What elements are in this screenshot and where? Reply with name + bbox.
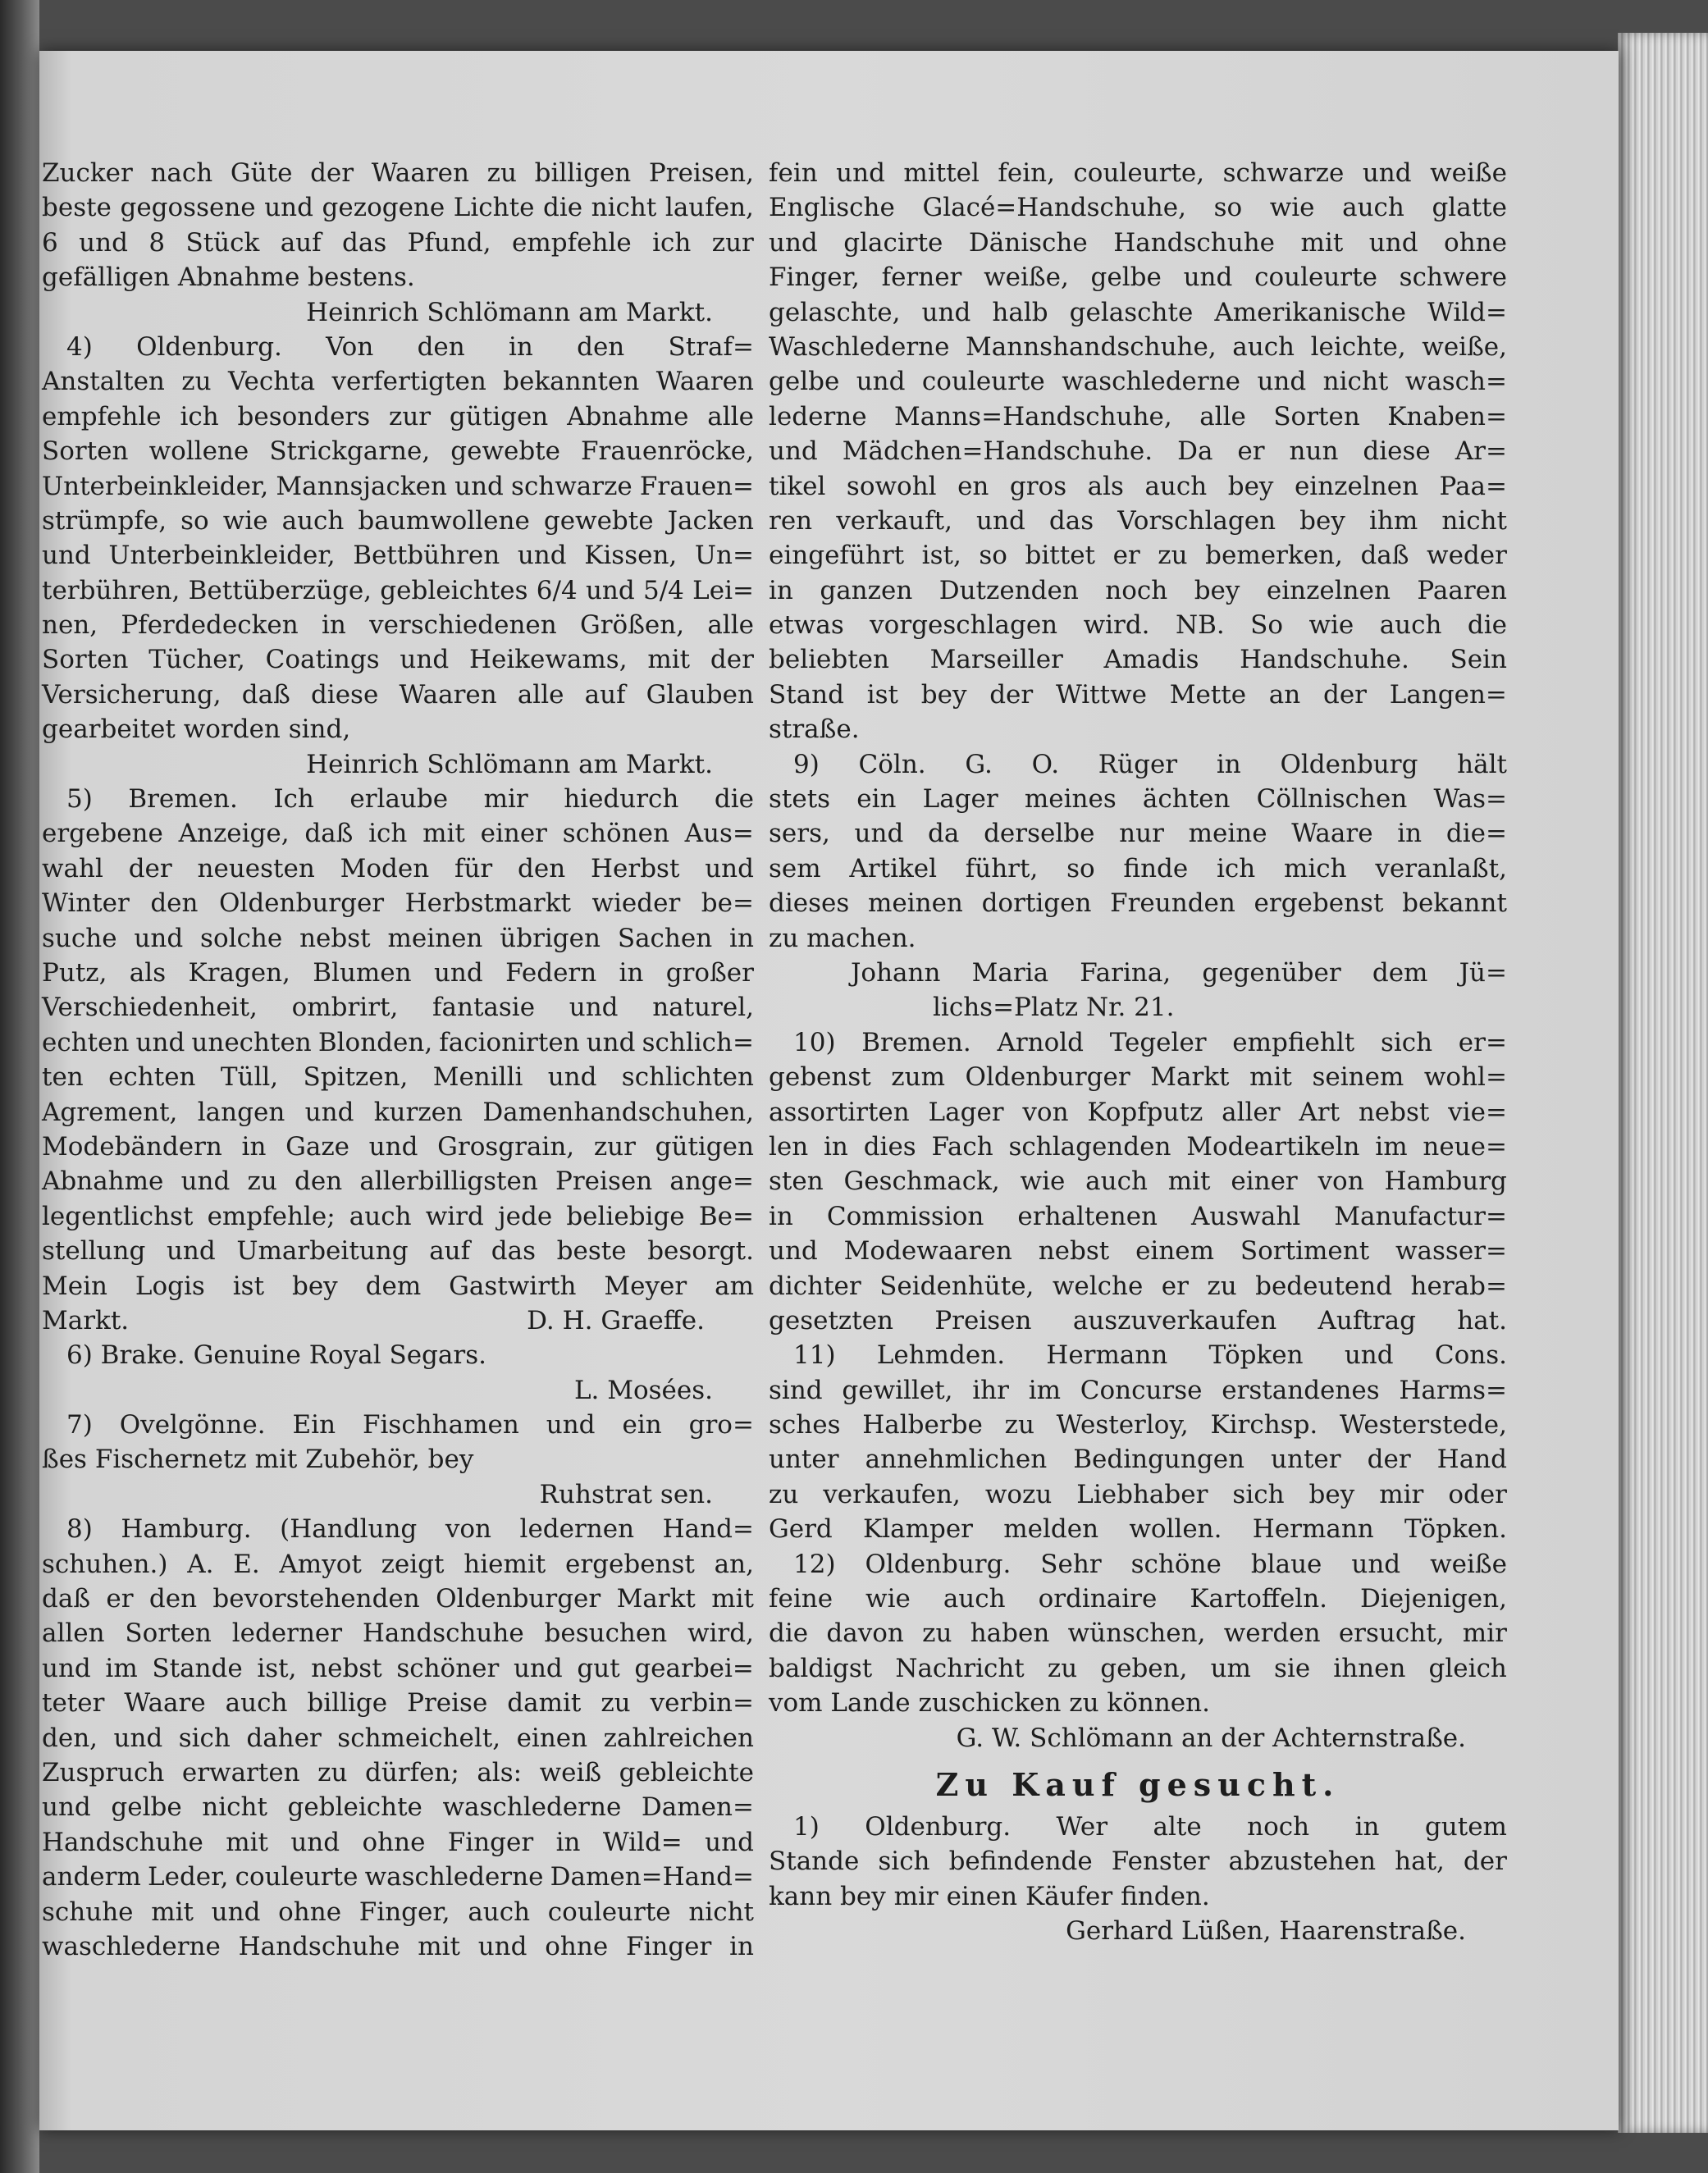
right-column (769, 156, 1507, 1949)
text-line: Zuspruch erwarten zu dürfen; als: weiß gebleichte (42, 1757, 754, 1787)
left-column (42, 156, 754, 1964)
text-line: 11) Lehmden. Hermann Töpken und Cons. (793, 1340, 1507, 1371)
text-line: sches Halberbe zu Westerloy, Kirchsp. Westerstede, (769, 1410, 1507, 1440)
text-line: Modebändern in Gaze und Grosgrain, zur gütigen (42, 1131, 754, 1162)
text-line: legentlichst empfehle; auch wird jede beliebige Be= (42, 1201, 754, 1231)
text-line: vom Lande zuschicken zu können. (769, 1688, 1210, 1719)
text-line: Abnahme und zu den allerbilligsten Preisen ange= (42, 1166, 754, 1197)
text-line: suche und solche nebst meinen übrigen Sachen in (42, 923, 754, 953)
text-line: stellung und Umarbeitung auf das beste besorgt. (42, 1236, 754, 1267)
text-line: 10) Bremen. Arnold Tegeler empfiehlt sich er= (793, 1027, 1507, 1057)
newspaper-page (39, 51, 1619, 2130)
text-line: gesetzten Preisen auszuverkaufen Auftrag hat. (769, 1305, 1507, 1335)
text-line: fein und mittel fein, couleurte, schwarze und weiße (769, 158, 1507, 188)
text-line: waschlederne Handschuhe mit und ohne Finger in (42, 1931, 754, 1961)
text-line: gefälligen Abnahme bestens. (42, 262, 415, 293)
section-heading: Zu Kauf gesucht. (935, 1765, 1340, 1803)
text-line: straße. (769, 714, 860, 745)
text-line: Winter den Oldenburger Herbstmarkt wieder be= (42, 888, 754, 919)
text-line: sers, und da derselbe nur meine Waare in die= (769, 819, 1507, 849)
text-line: gelbe und couleurte waschlederne und nicht wasch= (769, 367, 1507, 397)
text-line: echten und unechten Blonden, facionirten und schlich= (42, 1027, 754, 1057)
text-line: 7) Ovelgönne. Ein Fischhamen und ein gro= (66, 1410, 754, 1440)
signature-line: Ruhstrat sen. (539, 1479, 713, 1509)
text-line: etwas vorgeschlagen wird. NB. So wie auch die (769, 610, 1507, 641)
text-line: und Modewaaren nebst einem Sortiment wasser= (769, 1236, 1507, 1267)
text-line: sten Geschmack, wie auch mit einer von Hamburg (769, 1166, 1507, 1197)
text-line: Englische Glacé=Handschuhe, so wie auch glatte (769, 193, 1507, 223)
text-line: stets ein Lager meines ächten Cöllnischen Was= (769, 784, 1507, 815)
text-line: 1) Oldenburg. Wer alte noch in gutem (793, 1811, 1507, 1842)
text-line: 8) Hamburg. (Handlung von ledernen Hand= (66, 1514, 754, 1545)
text-line: wahl der neuesten Moden für den Herbst und (42, 853, 754, 883)
text-line: Agrement, langen und kurzen Damenhandschuhen, (42, 1097, 754, 1127)
text-line: schuhen.) A. E. Amyot zeigt hiemit ergebenst an, (42, 1549, 754, 1579)
text-line: Putz, als Kragen, Blumen und Federn in großer (42, 957, 754, 988)
text-line: 9) Cöln. G. O. Rüger in Oldenburg hält (793, 749, 1507, 779)
signature-line: Gerhard Lüßen, Haarenstraße. (1066, 1916, 1466, 1947)
signature-line: G. W. Schlömann an der Achternstraße. (956, 1723, 1466, 1753)
text-line: sind gewillet, ihr im Concurse erstandenes Harms= (769, 1375, 1507, 1405)
signature-line: L. Mosées. (573, 1375, 713, 1405)
text-line: ergebene Anzeige, daß ich mit einer schönen Aus= (42, 819, 754, 849)
text-line: Markt. D. H. Graeffe. (42, 1305, 705, 1335)
text-line: feine wie auch ordinaire Kartoffeln. Diejenigen, (769, 1584, 1507, 1614)
text-line: Waschlederne Mannshandschuhe, auch leichte, weiße, (769, 331, 1507, 362)
text-line: 6) Brake. Genuine Royal Segars. (66, 1340, 486, 1371)
text-line: baldigst Nachricht zu geben, um sie ihnen gleich (769, 1653, 1507, 1683)
text-line: assortirten Lager von Kopfputz aller Art nebst vie= (769, 1097, 1507, 1127)
text-line: zu verkaufen, wozu Liebhaber sich bey mir oder (769, 1479, 1507, 1509)
text-line: Stande sich befindende Fenster abzustehen hat, der (769, 1847, 1507, 1877)
text-line: lederne Manns=Handschuhe, alle Sorten Knaben= (769, 401, 1507, 431)
text-line: Finger, ferner weiße, gelbe und couleurte schwere (769, 262, 1507, 293)
text-line: Gerd Klamper melden wollen. Hermann Töpken. (769, 1514, 1507, 1545)
text-line: und gelbe nicht gebleichte waschlederne Damen= (42, 1792, 754, 1823)
text-line: Sorten Tücher, Coatings und Heikewams, mit der (42, 645, 754, 675)
text-line: Unterbeinkleider, Mannsjacken und schwarze Frauen= (42, 471, 754, 501)
text-line: und im Stande ist, nebst schöner und gut gearbei= (42, 1653, 754, 1683)
text-line: 6 und 8 Stück auf das Pfund, empfehle ich zur (42, 227, 754, 258)
signature-line: Heinrich Schlömann am Markt. (306, 297, 713, 327)
text-line: empfehle ich besonders zur gütigen Abnahme alle (42, 401, 754, 431)
text-line: und Mädchen=Handschuhe. Da er nun diese Ar= (769, 436, 1507, 467)
signature-line: Heinrich Schlömann am Markt. (306, 749, 713, 779)
text-line: lichs=Platz Nr. 21. (933, 993, 1175, 1023)
text-line: Verschiedenheit, ombrirt, fantasie und naturel, (42, 993, 754, 1023)
text-line: ren verkauft, und das Vorschlagen bey ihm nicht (769, 505, 1507, 536)
text-line: sem Artikel führt, so finde ich mich veranlaßt, (769, 853, 1507, 883)
text-line: gelaschte, und halb gelaschte Amerikanische Wild= (769, 297, 1507, 327)
text-line: und Unterbeinkleider, Bettbühren und Kissen, Un= (42, 541, 754, 571)
text-line: dieses meinen dortigen Freunden ergebenst bekannt (769, 888, 1507, 919)
text-line: beste gegossene und gezogene Lichte die nicht laufen, (42, 193, 754, 223)
text-line: Mein Logis ist bey dem Gastwirth Meyer am (42, 1271, 754, 1301)
text-line: und glacirte Dänische Handschuhe mit und ohne (769, 227, 1507, 258)
text-line: in ganzen Dutzenden noch bey einzelnen Paaren (769, 575, 1507, 605)
text-line: Versicherung, daß diese Waaren alle auf Glauben (42, 679, 754, 710)
text-line: den, und sich daher schmeichelt, einen zahlreichen (42, 1723, 754, 1753)
text-line: Anstalten zu Vechta verfertigten bekannten Waaren (42, 367, 754, 397)
text-line: Sorten wollene Strickgarne, gewebte Frauenröcke, (42, 436, 754, 467)
text-line: gearbeitet worden sind, (42, 714, 351, 745)
text-line: zu machen. (769, 923, 916, 953)
text-line: anderm Leder, couleurte waschlederne Damen=Hand= (42, 1862, 754, 1892)
text-line: daß er den bevorstehenden Oldenburger Markt mit (42, 1584, 754, 1614)
text-line: terbühren, Bettüberzüge, gebleichtes 6/4 und 5/4 Lei= (42, 575, 754, 605)
text-line: allen Sorten lederner Handschuhe besuchen wird, (42, 1618, 754, 1649)
text-line: 4) Oldenburg. Von den in den Straf= (66, 331, 754, 362)
text-line: in Commission erhaltenen Auswahl Manufactur= (769, 1201, 1507, 1231)
text-line: nen, Pferdedecken in verschiedenen Größen, alle (42, 610, 754, 641)
text-line: Handschuhe mit und ohne Finger in Wild= und (42, 1827, 754, 1857)
text-line: dichter Seidenhüte, welche er zu bedeutend herab= (769, 1271, 1507, 1301)
text-line: 5) Bremen. Ich erlaube mir hiedurch die (66, 784, 754, 815)
text-line: beliebten Marseiller Amadis Handschuhe. Sein (769, 645, 1507, 675)
text-line: Stand ist bey der Wittwe Mette an der Langen= (769, 679, 1507, 710)
text-line: 12) Oldenburg. Sehr schöne blaue und weiße (793, 1549, 1507, 1579)
text-line: eingeführt ist, so bittet er zu bemerken, daß weder (769, 541, 1507, 571)
text-line: tikel sowohl en gros als auch bey einzelnen Paa= (769, 471, 1507, 501)
text-line: Johann Maria Farina, gegenüber dem Jü= (851, 957, 1507, 988)
text-line: len in dies Fach schlagenden Modeartikeln im neue= (769, 1131, 1507, 1162)
text-line: gebenst zum Oldenburger Markt mit seinem wohl= (769, 1062, 1507, 1093)
text-line: ßes Fischernetz mit Zubehör, bey (42, 1445, 474, 1475)
text-line: die davon zu haben wünschen, werden ersucht, mir (769, 1618, 1507, 1649)
text-line: kann bey mir einen Käufer finden. (769, 1881, 1210, 1911)
text-line: schuhe mit und ohne Finger, auch couleurte nicht (42, 1897, 754, 1927)
stacked-page-edges (1618, 33, 1708, 2133)
text-line: ten echten Tüll, Spitzen, Menilli und schlichten (42, 1062, 754, 1093)
book-binding-edge (0, 0, 39, 2173)
text-line: unter annehmlichen Bedingungen unter der Hand (769, 1445, 1507, 1475)
text-line: teter Waare auch billige Preise damit zu verbin= (42, 1688, 754, 1719)
text-line: strümpfe, so wie auch baumwollene gewebte Jacken (42, 505, 754, 536)
text-line: Zucker nach Güte der Waaren zu billigen Preisen, (42, 158, 754, 188)
